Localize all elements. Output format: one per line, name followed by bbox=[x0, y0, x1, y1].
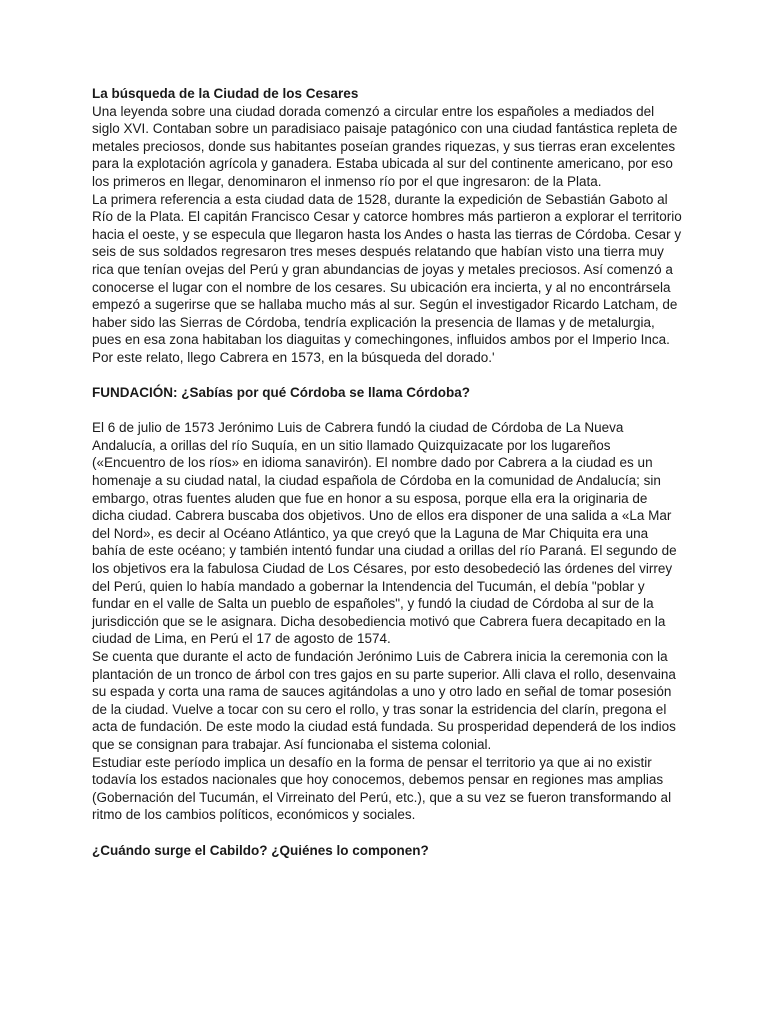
section-heading-cabildo: ¿Cuándo surge el Cabildo? ¿Quiénes lo componen? bbox=[92, 842, 429, 858]
paragraph: Se cuenta que durante el acto de fundación Jerónimo Luis de Cabrera inicia la ceremonia con la plantación de un tronco de árbol con tres gajos en su parte superior. Alli clava el rollo, desenvaina su espada y corta una rama de sauces agitándolas a uno y otro lado en señal de tomar posesión de la ciudad. Vuelve a tocar con su cero el rollo, y tras sonar la estridencia del clarín, pregona el acta de fundación. De este modo la ciudad está fundada. Su prosperidad dependerá de los indios que se consignan para trabajar. Así funcionaba el sistema colonial. bbox=[92, 649, 676, 752]
section-heading-busqueda: La búsqueda de la Ciudad de los Cesares bbox=[92, 86, 359, 101]
spacer bbox=[92, 367, 682, 385]
paragraph: El 6 de julio de 1573 Jerónimo Luis de Cabrera fundó la ciudad de Córdoba de La Nueva Andalucía, a orillas del río Suquía, en un sitio llamado Quizquizacate por los lugareños («Encuentro de los ríos» en idioma sanavirón). El nombre dado por Cabrera a la ciudad es un homenaje a su ciudad natal, la ciudad española de Córdoba en la comunidad de Andalucía; sin embargo, otras fuentes aluden que fue en honor a su esposa, porque ella era la originaria de dicha ciudad. Cabrera buscaba dos objetivos. Uno de ellos era disponer de una salida a «La Mar del Nord», es decir al Océano Atlántico, ya que creyó que la Laguna de Mar Chiquita era una bahía de este océano; y también intentó fundar una ciudad a orillas del río Paraná. El segundo de los objetivos era la fabulosa Ciudad de Los Césares, por esto desobedeció las órdenes del virrey del Perú, quien lo había mandado a gobernar la Intendencia del Tucumán, el debía "poblar y fundar en el valle de Salta un pueblo de españoles", y fundó la ciudad de Córdoba al sur de la jurisdicción que se le asignara. Dicha desobediencia motivó que Cabrera fuera decapitado en la ciudad de Lima, en Perú el 17 de agosto de 1574. bbox=[92, 420, 677, 647]
section-heading-fundacion: FUNDACIÓN: ¿Sabías por qué Córdoba se llama Córdoba? bbox=[92, 385, 471, 401]
paragraph: La primera referencia a esta ciudad data de 1528, durante la expedición de Sebastián Gaboto al Río de la Plata. El capitán Francisco Cesar y catorce hombres más partieron a explorar el territorio hacia el oeste, y se especula que llegaron hasta los Andes o hasta las tierras de Córdoba. Cesar y seis de sus soldados regresaron tres meses después relatando que habían visto una tierra muy rica que tenían ovejas del Perú y gran abundancias de joyas y metales preciosos. Así comenzó a conocerse el lugar con el nombre de los cesares. Su ubicación era incierta, y al no encontrársela empezó a sugerirse que se hallaba mucho más al sur. Según el investigador Ricardo Latcham, de haber sido las Sierras de Córdoba, tendría explicación la presencia de llamas y de metalurgia, pues en esa zona habitaban los diaguitas y comechingones, influidos ambos por el Imperio Inca. Por este relato, llego Cabrera en 1573, en la búsqueda del dorado.' bbox=[92, 191, 682, 365]
spacer bbox=[92, 402, 682, 420]
spacer bbox=[92, 824, 682, 842]
paragraph: Una leyenda sobre una ciudad dorada comenzó a circular entre los españoles a mediados del siglo XVI. Contaban sobre un paradisiaco paisaje patagónico con una ciudad fantástica repleta de metales preciosos, donde sus habitantes poseían grandes riquezas, y sus tierras eran excelentes para la explotación agrícola y ganadera. Estaba ubicada al sur del continente americano, por eso los primeros en llegar, denominaron el inmenso río por el que ingresaron: de la Plata. bbox=[92, 103, 678, 189]
paragraph: Estudiar este período implica un desafío en la forma de pensar el territorio ya que ai no existir todavía los estados nacionales que hoy conocemos, debemos pensar en regiones mas amplias (Gobernación del Tucumán, el Virreinato del Perú, etc.), que a su vez se fueron transformando al ritmo de los cambios políticos, económicos y sociales. bbox=[92, 754, 672, 823]
document-page bbox=[92, 85, 682, 859]
